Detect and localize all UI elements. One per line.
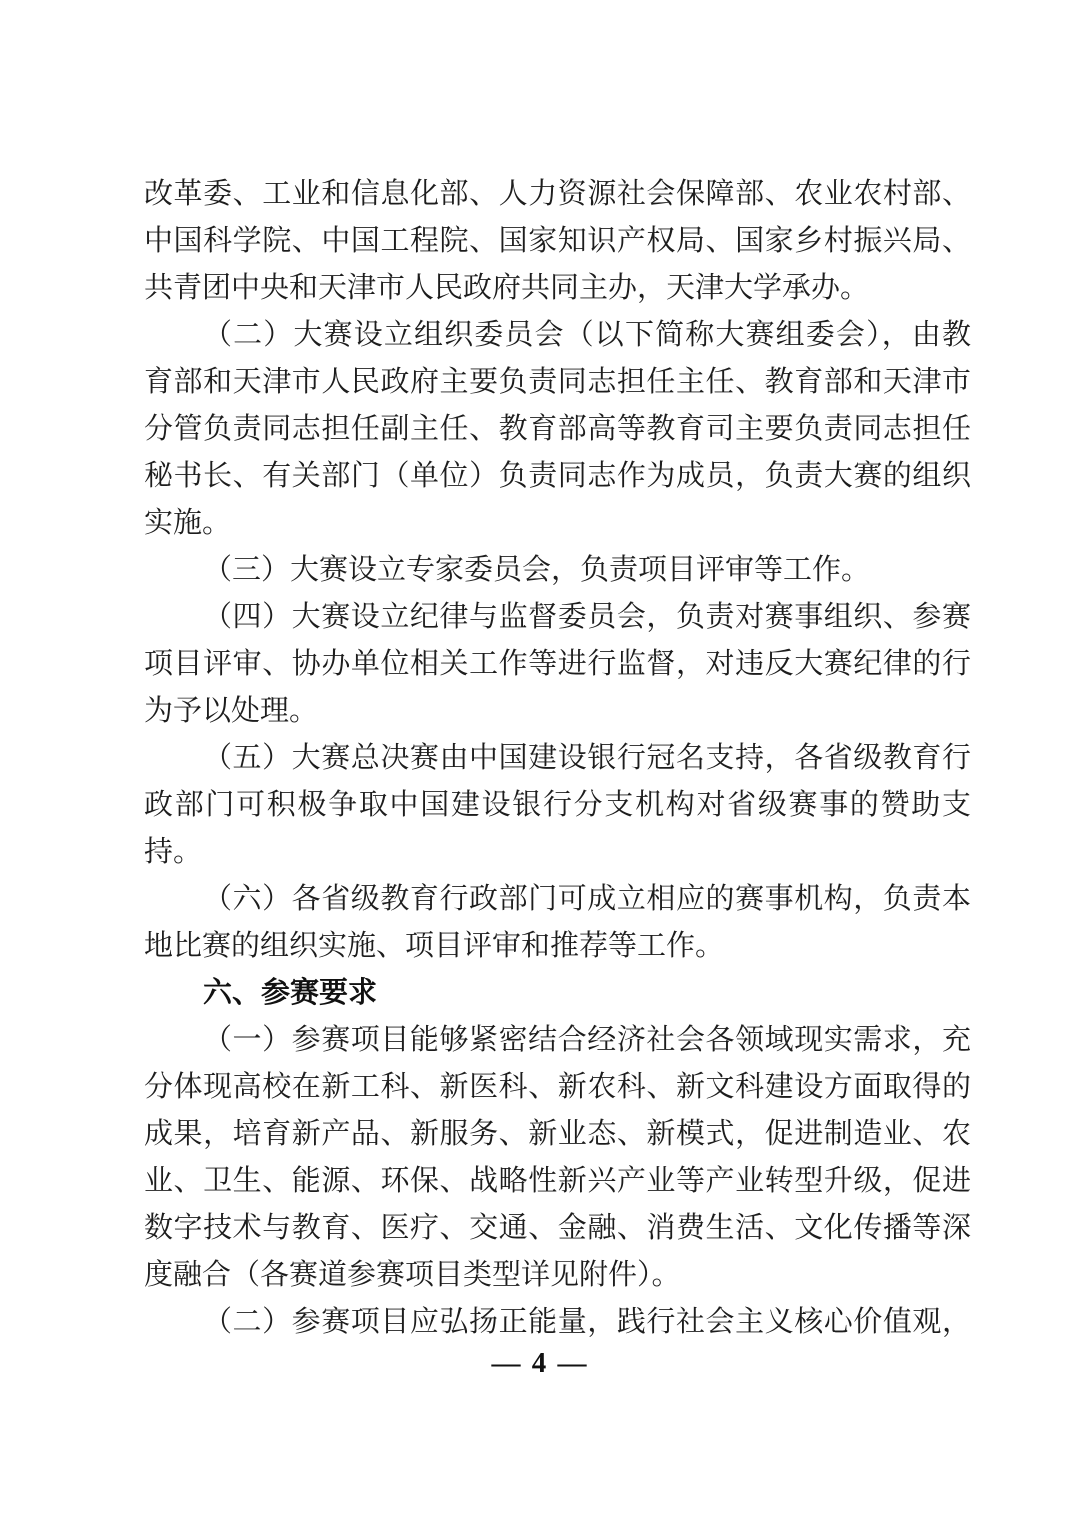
document-text-line: 分管负责同志担任副主任、教育部高等教育司主要负责同志担任 (144, 413, 971, 445)
document-text-line: 中国科学院、中国工程院、国家知识产权局、国家乡村振兴局、 (144, 225, 971, 257)
document-body (144, 171, 971, 1346)
document-text-line: 成果，培育新产品、新服务、新业态、新模式，促进制造业、农 (144, 1118, 971, 1150)
document-text-line: 改革委、工业和信息化部、人力资源社会保障部、农业农村部、 (144, 178, 971, 210)
document-text-line: （二）参赛项目应弘扬正能量，践行社会主义核心价值观， (203, 1306, 971, 1338)
document-text-line: 政部门可积极争取中国建设银行分支机构对省级赛事的赞助支 (144, 789, 971, 821)
page-number: — 4 — (491, 1347, 589, 1379)
document-text-line: 秘书长、有关部门（单位）负责同志作为成员，负责大赛的组织 (144, 460, 971, 492)
document-text-line: （一）参赛项目能够紧密结合经济社会各领域现实需求，充 (203, 1024, 971, 1056)
document-text-line: 育部和天津市人民政府主要负责同志担任主任、教育部和天津市 (144, 366, 971, 398)
document-text-line: 持。 (144, 836, 203, 868)
page-footer (0, 1340, 1080, 1387)
document-text-line: （二）大赛设立组织委员会（以下简称大赛组委会），由教 (203, 319, 971, 351)
document-text-line: 分体现高校在新工科、新医科、新农科、新文科建设方面取得的 (144, 1071, 971, 1103)
document-text-line: 为予以处理。 (144, 695, 319, 727)
document-text-line: （三）大赛设立专家委员会，负责项目评审等工作。 (203, 554, 871, 586)
document-text-line: （六）各省级教育行政部门可成立相应的赛事机构，负责本 (203, 883, 971, 915)
document-text-line: 数字技术与教育、医疗、交通、金融、消费生活、文化传播等深 (144, 1212, 971, 1244)
document-text-line: （四）大赛设立纪律与监督委员会，负责对赛事组织、参赛 (203, 601, 971, 633)
document-text-line: 业、卫生、能源、环保、战略性新兴产业等产业转型升级，促进 (144, 1165, 971, 1197)
document-text-line: （五）大赛总决赛由中国建设银行冠名支持，各省级教育行 (203, 742, 971, 774)
document-text-line: 实施。 (144, 507, 232, 539)
document-text-line: 度融合（各赛道参赛项目类型详见附件）。 (144, 1259, 681, 1291)
section-heading: 六、参赛要求 (203, 977, 378, 1009)
document-text-line: 地比赛的组织实施、项目评审和推荐等工作。 (144, 930, 725, 962)
document-text-line: 共青团中央和天津市人民政府共同主办，天津大学承办。 (144, 272, 870, 304)
document-text-line: 项目评审、协办单位相关工作等进行监督，对违反大赛纪律的行 (144, 648, 971, 680)
